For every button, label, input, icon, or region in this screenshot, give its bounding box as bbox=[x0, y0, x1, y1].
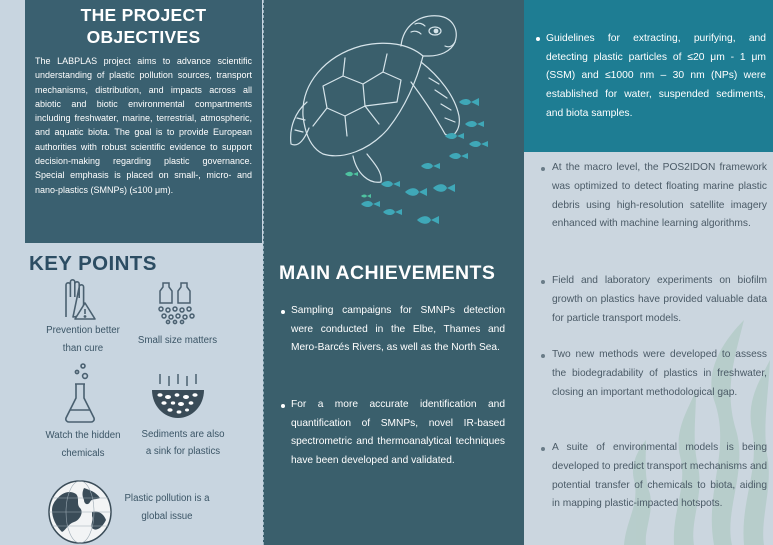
globe-icon bbox=[46, 478, 114, 545]
key-point-label-1a: Prevention better bbox=[46, 325, 120, 336]
highlight-text: Guidelines for extracting, purifying, and detecting plastic particles of ≤20 μm - 1 μm (SSM) and ≤1000 nm – 30 nm (NPs) were established for water, suspended sediments, and biota samples. bbox=[546, 33, 766, 119]
bullet-dot bbox=[541, 167, 545, 171]
key-point-label-4a: Sediments are also bbox=[141, 429, 225, 440]
bullet-dot bbox=[536, 37, 540, 41]
bullet-dot bbox=[541, 280, 545, 284]
objectives-title-line1: THE PROJECT bbox=[80, 5, 207, 25]
right-item-4: A suite of environmental models is being developed to predict transport mechanisms and potential transfer of chemicals to biota, aiding in mapping plastic-impacted hotspots. bbox=[552, 442, 767, 510]
sea-turtle-illustration bbox=[283, 6, 493, 224]
objectives-box bbox=[25, 0, 262, 243]
key-points-title: KEY POINTS bbox=[29, 252, 157, 275]
key-point-label-1b: than cure bbox=[62, 343, 104, 354]
sediment-bowl-icon bbox=[150, 372, 206, 422]
key-point-label-5a: Plastic pollution is a bbox=[124, 493, 210, 504]
column-divider-left bbox=[263, 0, 264, 545]
right-item-2: Field and laboratory experiments on biofilm growth on plastics have provided valuable data for particle transport models. bbox=[552, 275, 767, 324]
right-item-3: Two new methods were developed to assess the biodegradability of plastics in freshwater, closing an important methodological gap. bbox=[552, 349, 767, 398]
objectives-body: The LABPLAS project aims to advance scientific understanding of plastic pollution sources, transport mechanisms, distribution, and impacts across all abiotic and biotic environmental compartments including freshwater, marine, terrestrial, atmospheric, and aquatic biota. The goal is to provide European authorities with robust scientific evidence to support decision-making regarding plastic governance. Special emphasis is placed on small-, micro- and nano-plastics (SMNPs) (≤100 μm). bbox=[35, 56, 252, 195]
achievement-item-1: Sampling campaigns for SMNPs detection were conducted in the Elbe, Thames and Mero-Barcés Rivers, as well as the North Sea. bbox=[291, 305, 505, 354]
main-achievements-title: MAIN ACHIEVEMENTS bbox=[279, 262, 496, 284]
key-point-label-5b: global issue bbox=[141, 511, 193, 522]
bullet-dot bbox=[541, 447, 545, 451]
achievement-item-2: For a more accurate identification and quantification of SMNPs, novel IR-based spectrometric and thermoanalytical techniques have been developed and validated. bbox=[291, 399, 505, 467]
small-particles-icon bbox=[155, 279, 199, 325]
bullet-dot bbox=[281, 404, 285, 408]
bullet-dot bbox=[541, 354, 545, 358]
flask-icon bbox=[63, 362, 97, 424]
key-point-label-2: Small size matters bbox=[137, 335, 218, 346]
hand-warning-icon bbox=[57, 279, 99, 321]
right-item-1: At the macro level, the POS2IDON framework was optimized to detect floating marine plastic debris using high-resolution satellite imagery enhanced with machine learning algorithms. bbox=[552, 162, 767, 230]
highlight-box bbox=[524, 0, 773, 152]
key-point-label-3b: chemicals bbox=[61, 448, 105, 459]
right-column bbox=[524, 0, 773, 545]
key-point-label-3a: Watch the hidden bbox=[45, 430, 121, 441]
bullet-dot bbox=[281, 310, 285, 314]
key-point-label-4b: a sink for plastics bbox=[145, 446, 221, 457]
objectives-title-line2: OBJECTIVES bbox=[86, 27, 201, 47]
